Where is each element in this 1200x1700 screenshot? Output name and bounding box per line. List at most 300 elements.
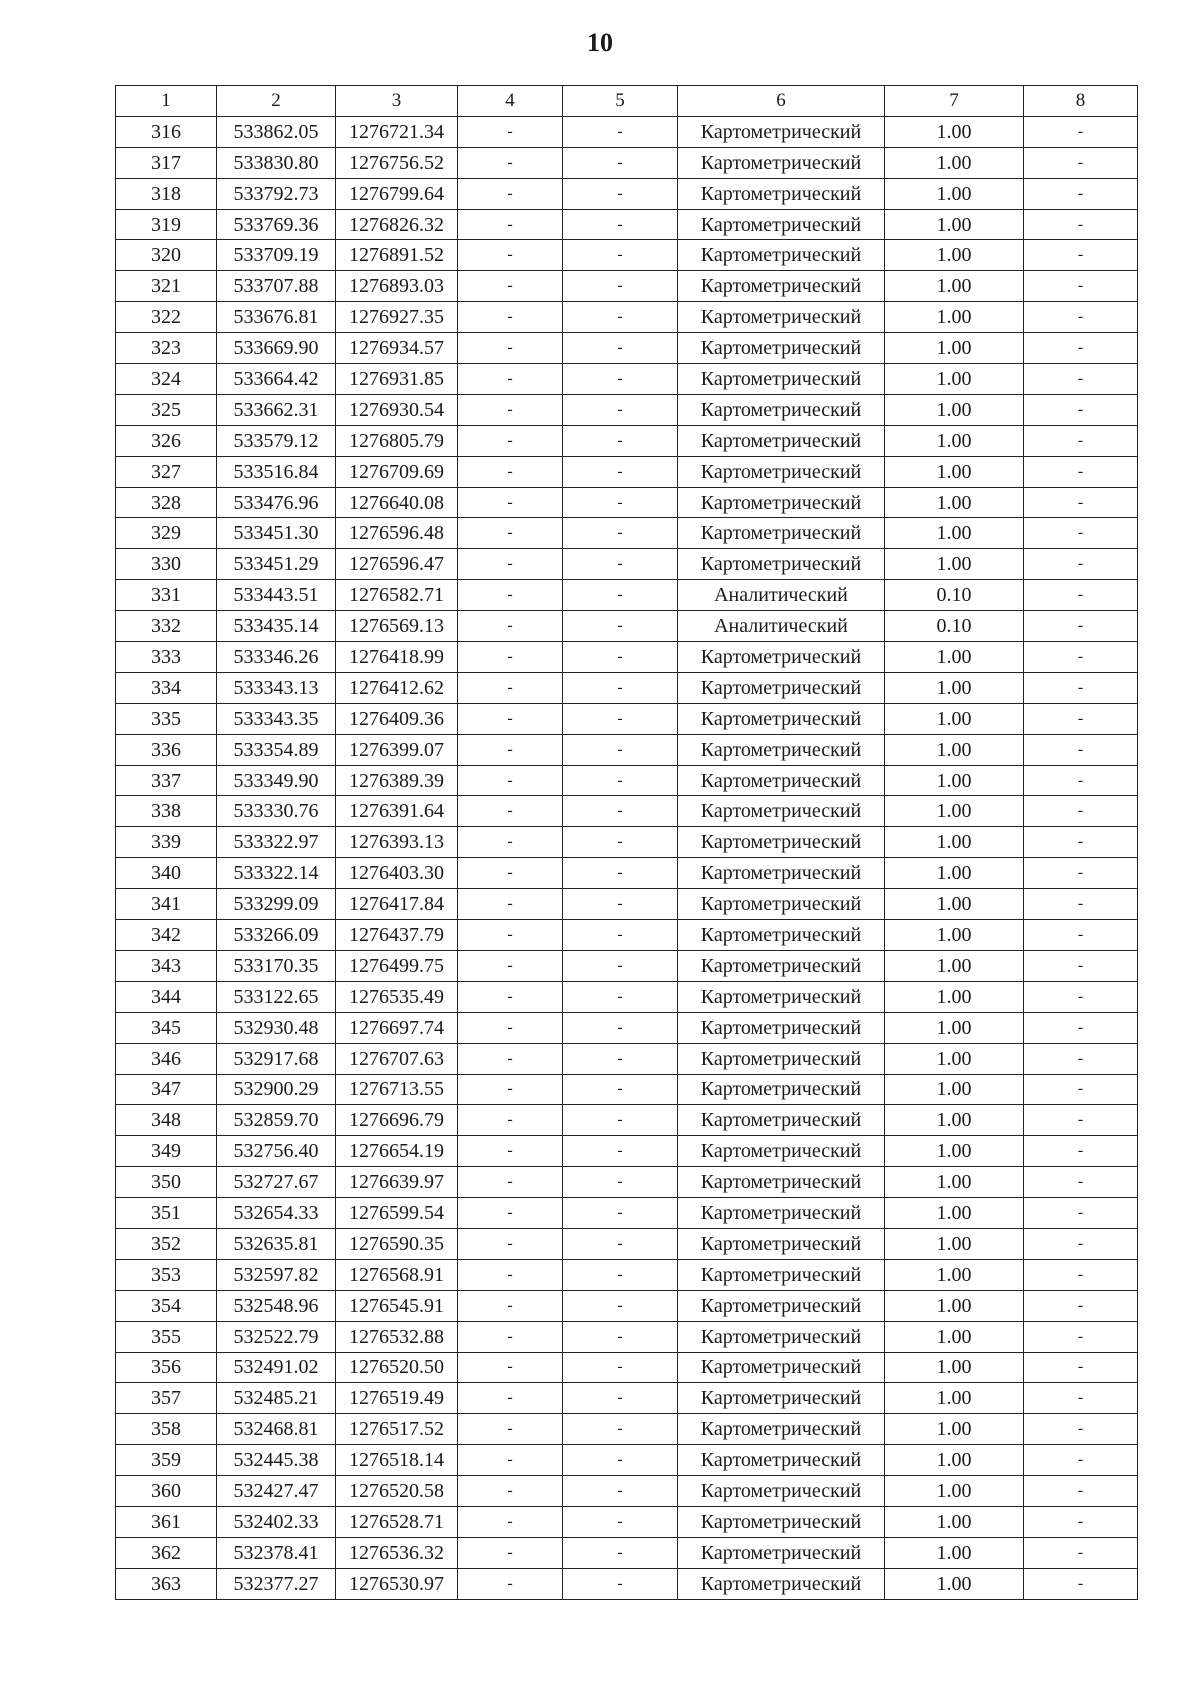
cell-col-4: - [458,487,563,518]
coordinates-table [115,85,1138,1600]
cell-coord-x: 533830.80 [217,147,336,178]
cell-col-5: - [563,796,678,827]
cell-accuracy: 1.00 [885,425,1024,456]
cell-point-number: 332 [116,611,217,642]
cell-col-8: - [1024,1414,1138,1445]
cell-col-4: - [458,734,563,765]
cell-point-number: 351 [116,1198,217,1229]
cell-col-5: - [563,271,678,302]
cell-accuracy: 1.00 [885,1476,1024,1507]
cell-point-number: 342 [116,920,217,951]
cell-col-5: - [563,1290,678,1321]
cell-col-8: - [1024,302,1138,333]
cell-method: Картометрический [678,950,885,981]
header-cell-5: 5 [563,86,678,117]
cell-col-5: - [563,672,678,703]
cell-coord-x: 532756.40 [217,1136,336,1167]
cell-method: Картометрический [678,1228,885,1259]
cell-coord-y: 1276891.52 [336,240,458,271]
cell-col-4: - [458,672,563,703]
table-header [116,86,1138,117]
cell-accuracy: 1.00 [885,394,1024,425]
header-cell-2: 2 [217,86,336,117]
cell-col-4: - [458,1383,563,1414]
cell-col-5: - [563,1043,678,1074]
cell-accuracy: 1.00 [885,271,1024,302]
cell-col-8: - [1024,394,1138,425]
cell-coord-x: 532377.27 [217,1568,336,1599]
cell-coord-x: 532597.82 [217,1259,336,1290]
cell-accuracy: 0.10 [885,580,1024,611]
cell-accuracy: 1.00 [885,734,1024,765]
cell-accuracy: 1.00 [885,950,1024,981]
cell-accuracy: 1.00 [885,1259,1024,1290]
table-row [116,1136,1138,1167]
cell-col-5: - [563,549,678,580]
cell-accuracy: 1.00 [885,209,1024,240]
table-row [116,1414,1138,1445]
cell-coord-x: 533664.42 [217,364,336,395]
cell-col-8: - [1024,611,1138,642]
cell-accuracy: 1.00 [885,1383,1024,1414]
cell-col-4: - [458,1074,563,1105]
cell-col-4: - [458,1043,563,1074]
cell-coord-y: 1276520.58 [336,1476,458,1507]
cell-coord-y: 1276530.97 [336,1568,458,1599]
cell-point-number: 322 [116,302,217,333]
header-cell-8: 8 [1024,86,1138,117]
table-row [116,672,1138,703]
cell-method: Картометрический [678,518,885,549]
table-row [116,549,1138,580]
table-row [116,209,1138,240]
cell-method: Картометрический [678,394,885,425]
cell-coord-y: 1276756.52 [336,147,458,178]
cell-coord-x: 533792.73 [217,178,336,209]
cell-point-number: 354 [116,1290,217,1321]
cell-col-4: - [458,1414,563,1445]
table-row [116,1568,1138,1599]
cell-coord-x: 533343.13 [217,672,336,703]
cell-method: Картометрический [678,858,885,889]
cell-point-number: 328 [116,487,217,518]
cell-col-4: - [458,518,563,549]
cell-col-5: - [563,1352,678,1383]
cell-method: Картометрический [678,1383,885,1414]
cell-col-5: - [563,703,678,734]
cell-col-5: - [563,518,678,549]
cell-col-4: - [458,1445,563,1476]
cell-point-number: 326 [116,425,217,456]
cell-col-8: - [1024,734,1138,765]
cell-point-number: 335 [116,703,217,734]
cell-coord-y: 1276696.79 [336,1105,458,1136]
cell-accuracy: 1.00 [885,1012,1024,1043]
cell-coord-x: 533354.89 [217,734,336,765]
table-row [116,796,1138,827]
cell-point-number: 316 [116,116,217,147]
cell-point-number: 346 [116,1043,217,1074]
cell-col-8: - [1024,827,1138,858]
cell-accuracy: 1.00 [885,1290,1024,1321]
cell-col-8: - [1024,1383,1138,1414]
cell-coord-x: 532445.38 [217,1445,336,1476]
cell-point-number: 361 [116,1506,217,1537]
cell-accuracy: 1.00 [885,487,1024,518]
cell-col-4: - [458,1105,563,1136]
cell-point-number: 357 [116,1383,217,1414]
cell-col-8: - [1024,889,1138,920]
cell-point-number: 348 [116,1105,217,1136]
cell-coord-y: 1276599.54 [336,1198,458,1229]
cell-coord-y: 1276391.64 [336,796,458,827]
cell-method: Картометрический [678,703,885,734]
cell-col-5: - [563,1167,678,1198]
cell-col-8: - [1024,487,1138,518]
cell-point-number: 356 [116,1352,217,1383]
cell-col-5: - [563,1012,678,1043]
cell-col-5: - [563,889,678,920]
cell-col-8: - [1024,580,1138,611]
cell-point-number: 319 [116,209,217,240]
cell-coord-x: 533122.65 [217,981,336,1012]
table-row [116,889,1138,920]
cell-point-number: 330 [116,549,217,580]
cell-col-5: - [563,333,678,364]
cell-col-4: - [458,240,563,271]
cell-col-4: - [458,796,563,827]
table-row [116,827,1138,858]
cell-coord-x: 533299.09 [217,889,336,920]
table-body [116,116,1138,1599]
cell-col-4: - [458,1012,563,1043]
cell-coord-x: 532900.29 [217,1074,336,1105]
cell-col-5: - [563,394,678,425]
cell-col-4: - [458,1537,563,1568]
cell-method: Картометрический [678,1167,885,1198]
cell-col-8: - [1024,765,1138,796]
cell-col-4: - [458,1506,563,1537]
cell-col-8: - [1024,1506,1138,1537]
cell-coord-x: 533322.14 [217,858,336,889]
cell-col-8: - [1024,1259,1138,1290]
cell-col-4: - [458,765,563,796]
cell-col-4: - [458,1198,563,1229]
cell-coord-x: 532727.67 [217,1167,336,1198]
cell-coord-x: 533322.97 [217,827,336,858]
cell-col-8: - [1024,981,1138,1012]
cell-coord-y: 1276568.91 [336,1259,458,1290]
cell-accuracy: 1.00 [885,981,1024,1012]
cell-col-4: - [458,549,563,580]
cell-coord-y: 1276517.52 [336,1414,458,1445]
cell-method: Аналитический [678,611,885,642]
cell-coord-y: 1276389.39 [336,765,458,796]
table-row [116,950,1138,981]
table-row [116,580,1138,611]
cell-coord-x: 532491.02 [217,1352,336,1383]
cell-col-5: - [563,1506,678,1537]
cell-accuracy: 1.00 [885,703,1024,734]
cell-col-5: - [563,116,678,147]
cell-method: Картометрический [678,1074,885,1105]
cell-accuracy: 1.00 [885,1228,1024,1259]
cell-col-5: - [563,147,678,178]
cell-col-5: - [563,1136,678,1167]
cell-coord-y: 1276409.36 [336,703,458,734]
cell-method: Картометрический [678,425,885,456]
cell-col-5: - [563,1476,678,1507]
cell-coord-y: 1276532.88 [336,1321,458,1352]
cell-point-number: 363 [116,1568,217,1599]
cell-coord-x: 533662.31 [217,394,336,425]
cell-method: Картометрический [678,642,885,673]
table-row [116,1259,1138,1290]
cell-coord-x: 533451.29 [217,549,336,580]
cell-accuracy: 1.00 [885,116,1024,147]
cell-col-5: - [563,1383,678,1414]
cell-point-number: 355 [116,1321,217,1352]
table-row [116,734,1138,765]
cell-method: Картометрический [678,920,885,951]
cell-method: Картометрический [678,456,885,487]
cell-method: Картометрический [678,1012,885,1043]
cell-coord-y: 1276399.07 [336,734,458,765]
cell-accuracy: 1.00 [885,1414,1024,1445]
cell-coord-y: 1276437.79 [336,920,458,951]
cell-col-8: - [1024,549,1138,580]
table-row [116,456,1138,487]
cell-point-number: 343 [116,950,217,981]
cell-coord-x: 532378.41 [217,1537,336,1568]
cell-col-5: - [563,240,678,271]
cell-col-5: - [563,580,678,611]
cell-coord-y: 1276499.75 [336,950,458,981]
cell-col-8: - [1024,1198,1138,1229]
cell-point-number: 340 [116,858,217,889]
cell-method: Картометрический [678,1259,885,1290]
cell-point-number: 345 [116,1012,217,1043]
cell-coord-x: 533170.35 [217,950,336,981]
cell-col-4: - [458,394,563,425]
cell-col-5: - [563,209,678,240]
table-row [116,271,1138,302]
cell-point-number: 336 [116,734,217,765]
header-cell-1: 1 [116,86,217,117]
cell-point-number: 337 [116,765,217,796]
cell-point-number: 331 [116,580,217,611]
cell-method: Картометрический [678,1352,885,1383]
cell-col-8: - [1024,672,1138,703]
cell-coord-y: 1276519.49 [336,1383,458,1414]
cell-method: Картометрический [678,364,885,395]
cell-point-number: 339 [116,827,217,858]
cell-col-4: - [458,1352,563,1383]
cell-coord-y: 1276709.69 [336,456,458,487]
cell-col-8: - [1024,1537,1138,1568]
table-row [116,1198,1138,1229]
cell-col-8: - [1024,1074,1138,1105]
cell-col-4: - [458,858,563,889]
cell-point-number: 344 [116,981,217,1012]
cell-coord-x: 533330.76 [217,796,336,827]
cell-method: Картометрический [678,549,885,580]
cell-coord-y: 1276893.03 [336,271,458,302]
table-row [116,981,1138,1012]
cell-col-5: - [563,981,678,1012]
cell-accuracy: 1.00 [885,858,1024,889]
cell-method: Картометрический [678,240,885,271]
header-cell-3: 3 [336,86,458,117]
cell-accuracy: 1.00 [885,1136,1024,1167]
cell-col-8: - [1024,920,1138,951]
cell-method: Картометрический [678,1321,885,1352]
cell-col-4: - [458,703,563,734]
cell-coord-x: 533676.81 [217,302,336,333]
cell-col-5: - [563,1414,678,1445]
cell-method: Картометрический [678,487,885,518]
table-row [116,147,1138,178]
cell-coord-x: 532485.21 [217,1383,336,1414]
table-row [116,1105,1138,1136]
table-row [116,487,1138,518]
cell-col-5: - [563,487,678,518]
cell-accuracy: 1.00 [885,1198,1024,1229]
cell-method: Картометрический [678,302,885,333]
cell-col-4: - [458,1568,563,1599]
cell-accuracy: 1.00 [885,1506,1024,1537]
page-number: 10 [587,28,613,57]
cell-col-5: - [563,920,678,951]
cell-accuracy: 1.00 [885,147,1024,178]
cell-coord-x: 532859.70 [217,1105,336,1136]
cell-accuracy: 1.00 [885,920,1024,951]
cell-col-5: - [563,1105,678,1136]
cell-coord-y: 1276545.91 [336,1290,458,1321]
cell-point-number: 329 [116,518,217,549]
cell-point-number: 358 [116,1414,217,1445]
cell-col-4: - [458,611,563,642]
cell-coord-x: 533709.19 [217,240,336,271]
table-row [116,1476,1138,1507]
cell-accuracy: 1.00 [885,1537,1024,1568]
cell-col-4: - [458,116,563,147]
cell-method: Картометрический [678,333,885,364]
cell-col-8: - [1024,364,1138,395]
table-row [116,703,1138,734]
cell-col-4: - [458,950,563,981]
cell-coord-y: 1276403.30 [336,858,458,889]
cell-point-number: 360 [116,1476,217,1507]
cell-method: Картометрический [678,827,885,858]
cell-method: Картометрический [678,1568,885,1599]
cell-point-number: 327 [116,456,217,487]
cell-accuracy: 1.00 [885,1321,1024,1352]
table-row [116,1445,1138,1476]
cell-col-8: - [1024,209,1138,240]
cell-point-number: 321 [116,271,217,302]
cell-col-5: - [563,734,678,765]
cell-coord-y: 1276582.71 [336,580,458,611]
cell-method: Картометрический [678,178,885,209]
cell-coord-x: 532522.79 [217,1321,336,1352]
cell-coord-x: 533707.88 [217,271,336,302]
cell-coord-y: 1276930.54 [336,394,458,425]
cell-col-5: - [563,611,678,642]
cell-method: Картометрический [678,1198,885,1229]
cell-col-8: - [1024,1290,1138,1321]
cell-coord-y: 1276518.14 [336,1445,458,1476]
cell-method: Картометрический [678,209,885,240]
cell-coord-y: 1276520.50 [336,1352,458,1383]
cell-col-4: - [458,920,563,951]
table-row [116,116,1138,147]
cell-col-5: - [563,178,678,209]
cell-coord-y: 1276590.35 [336,1228,458,1259]
cell-accuracy: 1.00 [885,456,1024,487]
cell-col-4: - [458,425,563,456]
cell-method: Картометрический [678,1537,885,1568]
table-row [116,240,1138,271]
cell-coord-y: 1276805.79 [336,425,458,456]
cell-method: Картометрический [678,1105,885,1136]
cell-coord-y: 1276721.34 [336,116,458,147]
cell-method: Картометрический [678,765,885,796]
cell-coord-x: 532427.47 [217,1476,336,1507]
table-row [116,1352,1138,1383]
cell-col-4: - [458,642,563,673]
cell-method: Картометрический [678,981,885,1012]
cell-col-5: - [563,456,678,487]
cell-coord-y: 1276596.48 [336,518,458,549]
cell-accuracy: 1.00 [885,827,1024,858]
cell-accuracy: 1.00 [885,765,1024,796]
cell-point-number: 325 [116,394,217,425]
cell-point-number: 334 [116,672,217,703]
header-cell-6: 6 [678,86,885,117]
cell-point-number: 347 [116,1074,217,1105]
cell-col-4: - [458,1259,563,1290]
cell-coord-x: 533451.30 [217,518,336,549]
table-row [116,1321,1138,1352]
cell-col-5: - [563,827,678,858]
cell-method: Картометрический [678,147,885,178]
cell-col-8: - [1024,703,1138,734]
table-row [116,1537,1138,1568]
cell-col-8: - [1024,333,1138,364]
cell-accuracy: 1.00 [885,364,1024,395]
cell-accuracy: 1.00 [885,518,1024,549]
cell-col-5: - [563,950,678,981]
cell-accuracy: 1.00 [885,302,1024,333]
cell-col-8: - [1024,1167,1138,1198]
cell-coord-y: 1276393.13 [336,827,458,858]
cell-col-5: - [563,1259,678,1290]
cell-col-4: - [458,271,563,302]
cell-col-8: - [1024,1043,1138,1074]
cell-method: Картометрический [678,734,885,765]
cell-coord-y: 1276697.74 [336,1012,458,1043]
cell-col-8: - [1024,456,1138,487]
cell-col-4: - [458,1136,563,1167]
cell-col-8: - [1024,1476,1138,1507]
cell-col-8: - [1024,518,1138,549]
cell-col-8: - [1024,240,1138,271]
cell-col-4: - [458,456,563,487]
cell-method: Картометрический [678,1043,885,1074]
cell-col-5: - [563,364,678,395]
cell-col-4: - [458,333,563,364]
